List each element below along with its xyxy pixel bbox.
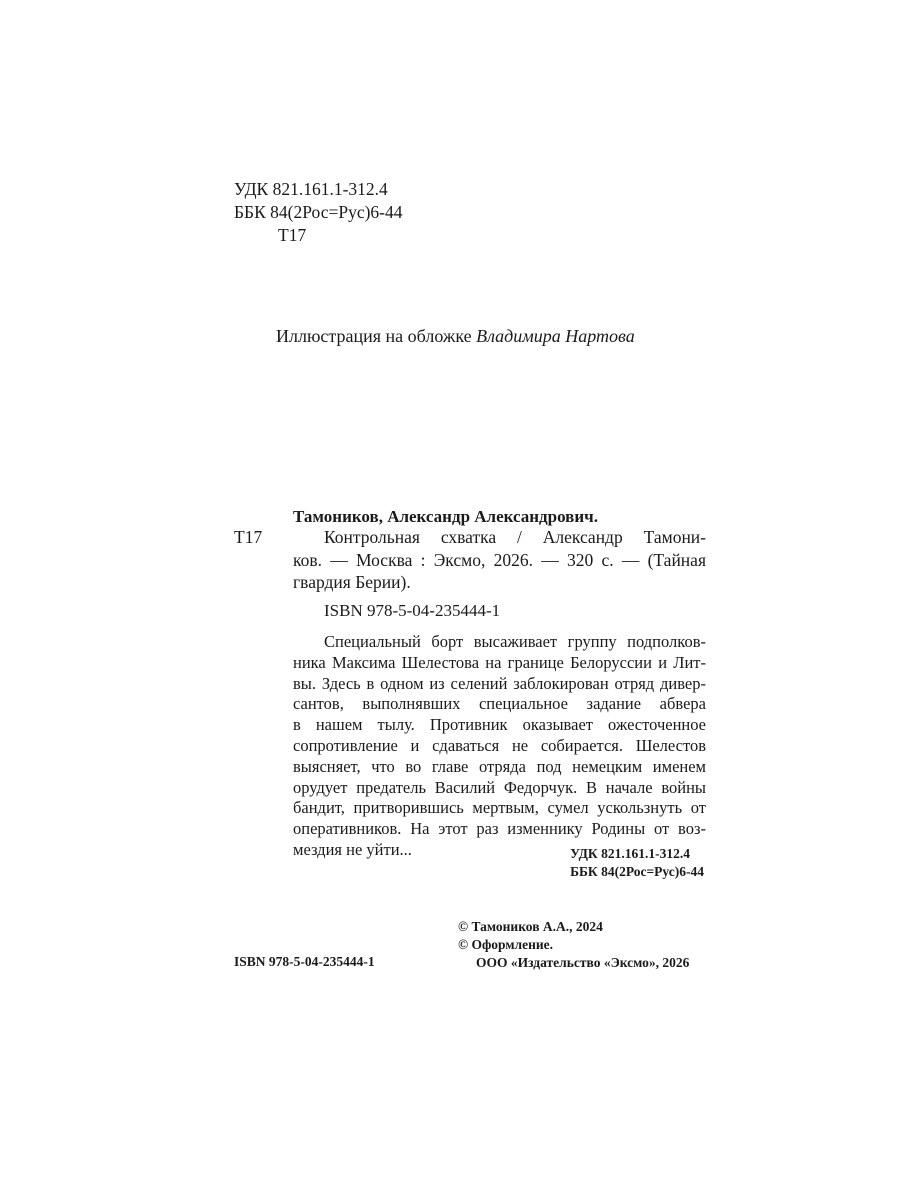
annotation-line: сантов, выполнявших специальное задание абвера — [293, 694, 706, 714]
copyright-author: © Тамоников А.А., 2024 — [458, 919, 603, 934]
udk-code: УДК 821.161.1-312.4 — [234, 179, 388, 199]
annotation-line: орудует предатель Василий Федорчук. В начале войны — [293, 777, 706, 797]
footer-isbn: ISBN 978-5-04-235444-1 — [234, 954, 375, 969]
classification-codes — [234, 178, 403, 247]
annotation — [293, 632, 706, 861]
bibliographic-author-mark: Т17 — [234, 527, 263, 547]
copyright-block — [458, 918, 689, 972]
bbk-code: ББК 84(2Рос=Рус)6-44 — [234, 202, 403, 222]
author-mark: Т17 — [278, 225, 307, 245]
annotation-line: выясняет, что во главе отряда под немецким именем — [293, 756, 706, 776]
annotation-line: бандит, притворившись мертвым, сумел ускользнуть от — [293, 798, 706, 818]
illustration-artist: Владимира Нартова — [476, 326, 635, 346]
annotation-line: оперативников. На этот раз изменнику Родины от воз- — [293, 819, 706, 839]
copyright-design: © Оформление. — [458, 937, 554, 952]
bibliographic-isbn: ISBN 978-5-04-235444-1 — [324, 601, 501, 620]
title-line: ков. — Москва : Эксмо, 2026. — 320 с. — (Тайная — [293, 549, 706, 570]
annotation-line: в нашем тылу. Противник оказывает ожесточенное — [293, 715, 706, 735]
footer-bbk-code: ББК 84(2Рос=Рус)6-44 — [570, 864, 704, 879]
title-line: Контрольная схватка / Александр Тамони- — [324, 527, 706, 547]
copyright-publisher: ООО «Издательство «Эксмо», 2026 — [476, 955, 690, 970]
bibliographic-title — [293, 526, 706, 594]
annotation-line: ника Максима Шелестова на границе Белоруссии и Лит- — [293, 652, 706, 672]
footer-classification-codes — [570, 845, 704, 881]
bibliographic-author: Тамоников, Александр Александрович. — [293, 507, 598, 526]
annotation-line: мездия не уйти... — [293, 839, 412, 859]
illustration-prefix: Иллюстрация на обложке — [276, 326, 472, 346]
title-line: гвардия Берии). — [293, 572, 411, 592]
illustration-credit — [276, 326, 635, 347]
annotation-line: вы. Здесь в одном из селений заблокирован отряд дивер- — [293, 673, 706, 693]
annotation-line: Специальный борт высаживает группу подполков- — [324, 632, 706, 651]
footer-udk-code: УДК 821.161.1-312.4 — [570, 846, 690, 861]
annotation-line: сопротивление и сдаваться не собирается. Шелестов — [293, 735, 706, 755]
